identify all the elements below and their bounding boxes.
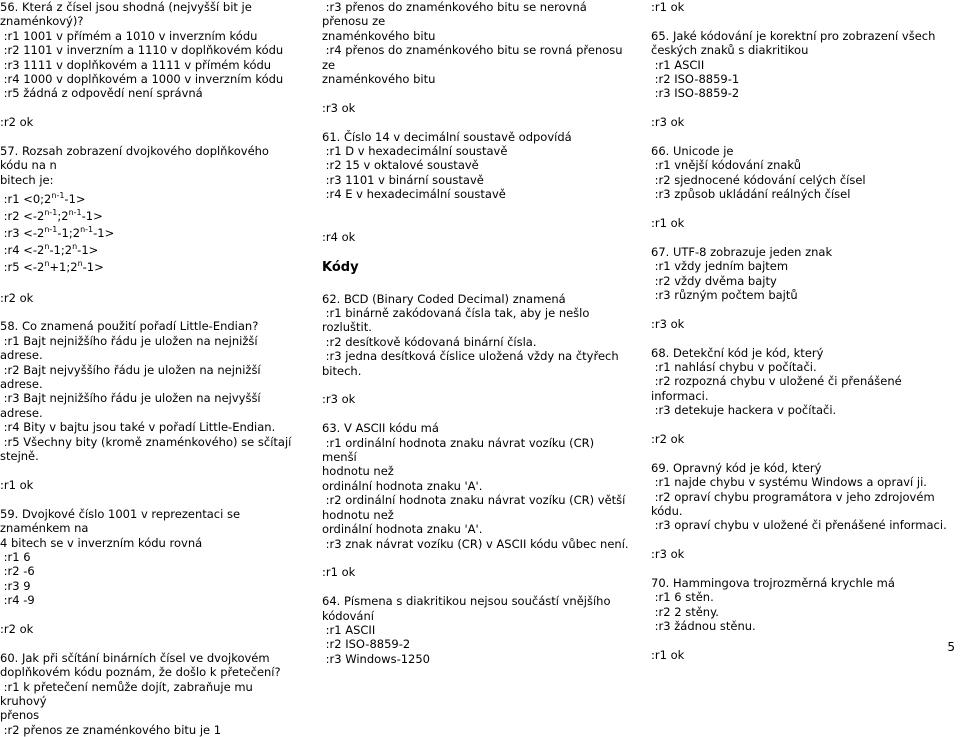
- question-text: bitech je:: [0, 172, 54, 187]
- answer-option: :r3 jedna desítková číslice uložená vždy na čtyřech: [322, 349, 619, 364]
- question-60: [0, 651, 300, 737]
- answer-option: :r1 binárně zakódovaná čísla tak, aby je nešlo rozluštit.: [322, 306, 594, 335]
- section-heading: Kódy: [322, 260, 359, 276]
- question-59: [0, 507, 300, 608]
- answer-option: :r1 6: [0, 549, 31, 564]
- answer-option: :r5 $<-2^n+1;2^n-1>$: [0, 259, 104, 275]
- answer-option: :r3 opraví chybu v uložené či přenášené informaci.: [651, 518, 947, 533]
- answer-option: :r2 ISO-8859-1: [651, 72, 740, 87]
- answer-option: :r4 $<-2^n-1;2^n-1>$: [0, 242, 99, 258]
- question-67: [651, 245, 951, 303]
- question-66: [651, 144, 951, 202]
- correct-answer: :r3 ok: [651, 316, 685, 331]
- question-text: 67. UTF-8 zobrazuje jeden znak: [651, 244, 833, 259]
- answer-option: :r1 najde chybu v systému Windows a opraví ji.: [651, 475, 927, 490]
- answer-option: :r3 detekuje hackera v počítači.: [651, 403, 837, 418]
- correct-answer: :r3 ok: [651, 547, 685, 562]
- answer-option: :r1 vždy jedním bajtem: [651, 259, 789, 274]
- answer-option: :r2 ordinální hodnota znaku návrat vozíku (CR) větší: [322, 493, 626, 508]
- question-text: 61. Číslo 14 v decimální soustavě odpovídá: [322, 129, 572, 144]
- correct-answer: :r1 ok: [651, 648, 685, 663]
- answer-option: :r3 9: [0, 578, 31, 593]
- answer-option: :r1 ASCII: [322, 622, 376, 637]
- answer-option: :r5 žádná z odpovědí není správná: [0, 86, 203, 101]
- page-number: 5: [947, 640, 955, 654]
- answer-option: přenos: [0, 708, 40, 723]
- answer-option: :r3 znak návrat vozíku (CR) v ASCII kódu vůbec není.: [322, 536, 629, 551]
- answer-option: :r4 E v hexadecimální soustavě: [322, 187, 506, 202]
- answer-option: :r3 způsob ukládání reálných čísel: [651, 187, 851, 202]
- question-60-continued: [322, 0, 632, 86]
- correct-answer: :r2 ok: [0, 290, 34, 305]
- question-text: 59. Dvojkové číslo 1001 v reprezentaci se znaménkem na: [0, 506, 244, 536]
- question-63: [322, 421, 632, 551]
- answer-option: bitech.: [322, 363, 362, 378]
- answer-option: :r2 sjednocené kódování celých čísel: [651, 172, 866, 187]
- correct-answer: :r1 ok: [651, 216, 685, 231]
- question-62: [322, 292, 632, 378]
- correct-answer: :r2 ok: [651, 432, 685, 447]
- question-text: 65. Jaké kódování je korektní pro zobrazení všech: [651, 28, 936, 43]
- correct-answer: :r2 ok: [0, 115, 34, 130]
- answer-option: :r1 6 stěn.: [651, 590, 714, 605]
- correct-answer: :r3 ok: [322, 100, 356, 115]
- question-58: [0, 319, 300, 463]
- question-56: [0, 0, 300, 101]
- question-text: kódování: [322, 608, 374, 623]
- answer-option: :r4 -9: [0, 593, 35, 608]
- correct-answer: :r3 ok: [651, 115, 685, 130]
- answer-option: :r1 1001 v přímém a 1010 v inverzním kódu: [0, 28, 258, 43]
- question-text: 62. BCD (Binary Coded Decimal) znamená: [322, 291, 566, 306]
- question-text: 64. Písmena s diakritikou nejsou součástí vnějšího: [322, 594, 611, 609]
- correct-answer: :r3 ok: [322, 392, 356, 407]
- question-text: 56. Která z čísel jsou shodná (nejvyšší bit je: [0, 0, 252, 14]
- answer-option: :r2 1101 v inverzním a 1110 v doplňkovém kódu: [0, 43, 284, 58]
- answer-option: :r2 ISO-8859-2: [322, 637, 411, 652]
- question-64: [322, 594, 632, 666]
- question-text: 69. Opravný kód je kód, který: [651, 460, 822, 475]
- question-text: 70. Hammingova trojrozměrná krychle má: [651, 576, 895, 591]
- question-65: [651, 29, 951, 101]
- answer-option: :r4 1000 v doplňkovém a 1000 v inverzním kódu: [0, 72, 284, 87]
- answer-option: :r1 D v hexadecimální soustavě: [322, 144, 508, 159]
- answer-option: :r1 ordinální hodnota znaku návrat vozíku (CR) menší: [322, 435, 598, 465]
- answer-option: hodnotu než: [322, 507, 394, 522]
- question-text: 63. V ASCII kódu má: [322, 421, 439, 436]
- question-68: [651, 346, 951, 418]
- answer-option: :r2 $<-2^{n-1};2^{n-1}-1>$: [0, 208, 103, 224]
- question-text: 57. Rozsah zobrazení dvojkového doplňkového kódu na n: [0, 144, 273, 173]
- answer-option: znaménkového bitu: [322, 72, 436, 87]
- answer-option: :r3 $<-2^{n-1}-1;2^{n-1}-1>$: [0, 225, 115, 241]
- answer-option: :r1 nahlásí chybu v počítači.: [651, 360, 817, 375]
- column-2: [322, 0, 632, 666]
- answer-option: :r3 1111 v doplňkovém a 1111 v přímém kódu: [0, 57, 272, 72]
- answer-option: :r1 k přetečení nemůže dojít, zabraňuje mu kruhový: [0, 679, 257, 708]
- column-1: [0, 0, 300, 737]
- question-61: [322, 130, 632, 202]
- answer-option: :r3 ISO-8859-2: [651, 86, 740, 101]
- answer-option: :r3 žádnou stěnu.: [651, 619, 756, 634]
- answer-option: :r3 Bajt nejnižšího řádu je uložen na nejvyšší adrese.: [0, 391, 265, 420]
- answer-option: :r3 různým počtem bajtů: [651, 288, 798, 303]
- question-57: [0, 144, 300, 276]
- answer-option: :r1 vnější kódování znaků: [651, 158, 802, 173]
- question-text: znaménkový)?: [0, 14, 84, 29]
- answer-option: hodnotu než: [322, 464, 394, 479]
- answer-option: ordinální hodnota znaku 'A'.: [322, 478, 483, 493]
- answer-option: :r2 desítkově kódovaná binární čísla.: [322, 334, 537, 349]
- answer-option: znaménkového bitu: [322, 28, 436, 43]
- correct-answer: :r4 ok: [322, 230, 356, 245]
- answer-option: :r3 přenos do znaménkového bitu se nerovná přenosu ze: [322, 0, 591, 29]
- column-3: [651, 0, 951, 663]
- correct-answer: :r1 ok: [0, 477, 34, 492]
- answer-option: :r4 Bity v bajtu jsou také v pořadí Little-Endian.: [0, 420, 276, 435]
- answer-option: :r2 -6: [0, 564, 35, 579]
- question-70: [651, 576, 951, 634]
- question-69: [651, 461, 951, 533]
- answer-option: :r1 ASCII: [651, 57, 705, 72]
- answer-option: :r2 2 stěny.: [651, 604, 719, 619]
- answer-option: :r2 vždy dvěma bajty: [651, 273, 777, 288]
- answer-option: :r2 opraví chybu programátora v jeho zdrojovém kódu.: [651, 489, 939, 519]
- question-text: 66. Unicode je: [651, 144, 734, 159]
- question-text: doplňkovém kódu poznám, že došlo k přetečení?: [0, 665, 281, 680]
- question-text: 60. Jak při sčítání binárních čísel ve dvojkovém: [0, 650, 270, 665]
- answer-option: ordinální hodnota znaku 'A'.: [322, 522, 483, 537]
- answer-option: :r3 1101 v binární soustavě: [322, 172, 484, 187]
- question-text: 4 bitech se v inverzním kódu rovná: [0, 535, 203, 550]
- answer-option: :r2 přenos ze znaménkového bitu je 1: [0, 722, 222, 737]
- question-text: 58. Co znamená použití pořadí Little-Endian?: [0, 319, 259, 334]
- correct-answer: :r1 ok: [651, 0, 685, 14]
- question-text: českých znaků s diakritikou: [651, 43, 809, 58]
- correct-answer: :r1 ok: [322, 565, 356, 580]
- answer-option: :r4 přenos do znaménkového bitu se rovná přenosu ze: [322, 43, 627, 72]
- answer-option: :r5 Všechny bity (kromě znaménkového) se sčítají stejně.: [0, 434, 295, 464]
- answer-option: :r3 Windows-1250: [322, 651, 430, 666]
- answer-option: :r1 $<0;2^{n-1}-1>$: [0, 191, 86, 207]
- answer-option: :r1 Bajt nejnižšího řádu je uložen na nejnižší adrese.: [0, 333, 262, 363]
- answer-option: :r2 rozpozná chybu v uložené či přenášené informaci.: [651, 374, 906, 403]
- answer-option: :r2 Bajt nejvyššího řádu je uložen na nejnižší adrese.: [0, 362, 265, 392]
- answer-option: :r2 15 v oktalové soustavě: [322, 158, 479, 173]
- question-text: 68. Detekční kód je kód, který: [651, 345, 824, 360]
- correct-answer: :r2 ok: [0, 621, 34, 636]
